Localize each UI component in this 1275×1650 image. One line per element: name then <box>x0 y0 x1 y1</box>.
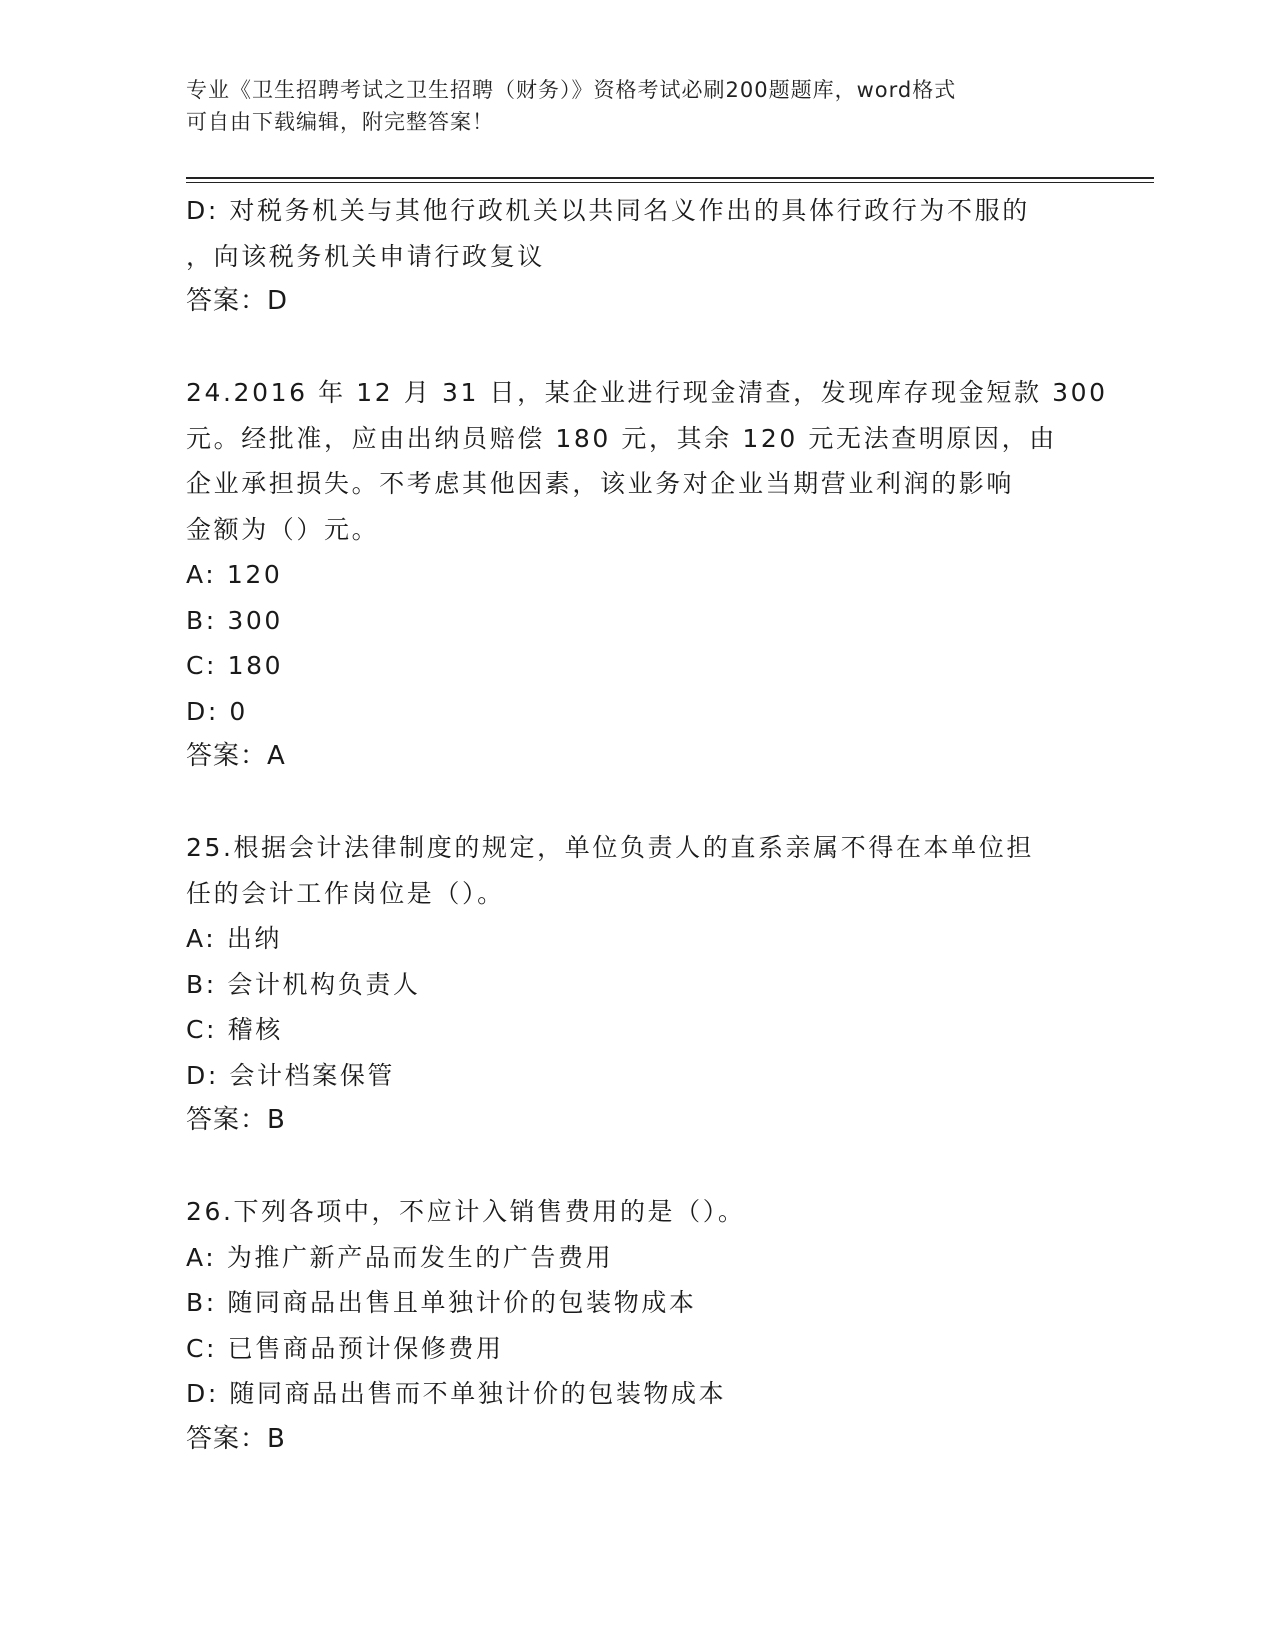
question-stem: 任的会计工作岗位是（）。 <box>186 878 505 908</box>
option-a: A: 为推广新产品而发生的广告费用 <box>186 1242 614 1272</box>
option-a: A: 120 <box>186 560 283 589</box>
option-d: D: 0 <box>186 696 248 726</box>
question-23-tail <box>186 188 1086 325</box>
option-d: D: 随同商品出售而不单独计价的包装物成本 <box>186 1379 727 1408</box>
question-stem: 26.下列各项中，不应计入销售费用的是（）。 <box>186 1197 746 1226</box>
question-stem: 金额为（）元。 <box>186 514 380 544</box>
option-b: B: 300 <box>186 605 283 635</box>
answer-line: 答案：D <box>186 286 289 316</box>
option-c: C: 稽核 <box>186 1015 283 1044</box>
spacer <box>186 780 1086 826</box>
option-c: C: 180 <box>186 651 284 680</box>
spacer <box>186 1144 1086 1190</box>
question-stem: 元。经批准，应由出纳员赔偿 180 元，其余 120 元无法查明原因，由 <box>186 423 1057 453</box>
header-divider-thick <box>186 177 1154 179</box>
option-a: A: 出纳 <box>186 924 283 953</box>
question-25 <box>186 825 1086 1144</box>
question-stem: 25.根据会计法律制度的规定，单位负责人的直系亲属不得在本单位担 <box>186 833 1034 862</box>
document-header <box>186 74 1066 138</box>
answer-line: 答案：B <box>186 1105 286 1135</box>
question-26 <box>186 1189 1086 1462</box>
header-divider-thin <box>186 182 1154 183</box>
question-stem: 企业承担损失。不考虑其他因素，该业务对企业当期营业利润的影响 <box>186 469 1015 498</box>
spacer <box>186 325 1086 371</box>
option-b: B: 随同商品出售且单独计价的包装物成本 <box>186 1288 697 1317</box>
header-title-line-1: 专业《卫生招聘考试之卫生招聘（财务）》资格考试必刷200题题库，word格式 <box>186 78 957 102</box>
option-d: D: 会计档案保管 <box>186 1060 396 1090</box>
option-d-continuation: ，向该税务机关申请行政复议 <box>186 241 545 271</box>
option-d: D: 对税务机关与其他行政机关以共同名义作出的具体行政行为不服的 <box>186 196 1030 225</box>
question-stem: 24.2016 年 12 月 31 日，某企业进行现金清查，发现库存现金短款 300 <box>186 378 1108 407</box>
header-title-line-2: 可自由下载编辑，附完整答案！ <box>186 110 494 134</box>
answer-line: 答案：A <box>186 741 286 771</box>
answer-line: 答案：B <box>186 1423 286 1454</box>
option-c: C: 已售商品预计保修费用 <box>186 1333 504 1363</box>
document-body <box>186 188 1108 1462</box>
question-24 <box>186 370 1108 780</box>
option-b: B: 会计机构负责人 <box>186 969 421 999</box>
